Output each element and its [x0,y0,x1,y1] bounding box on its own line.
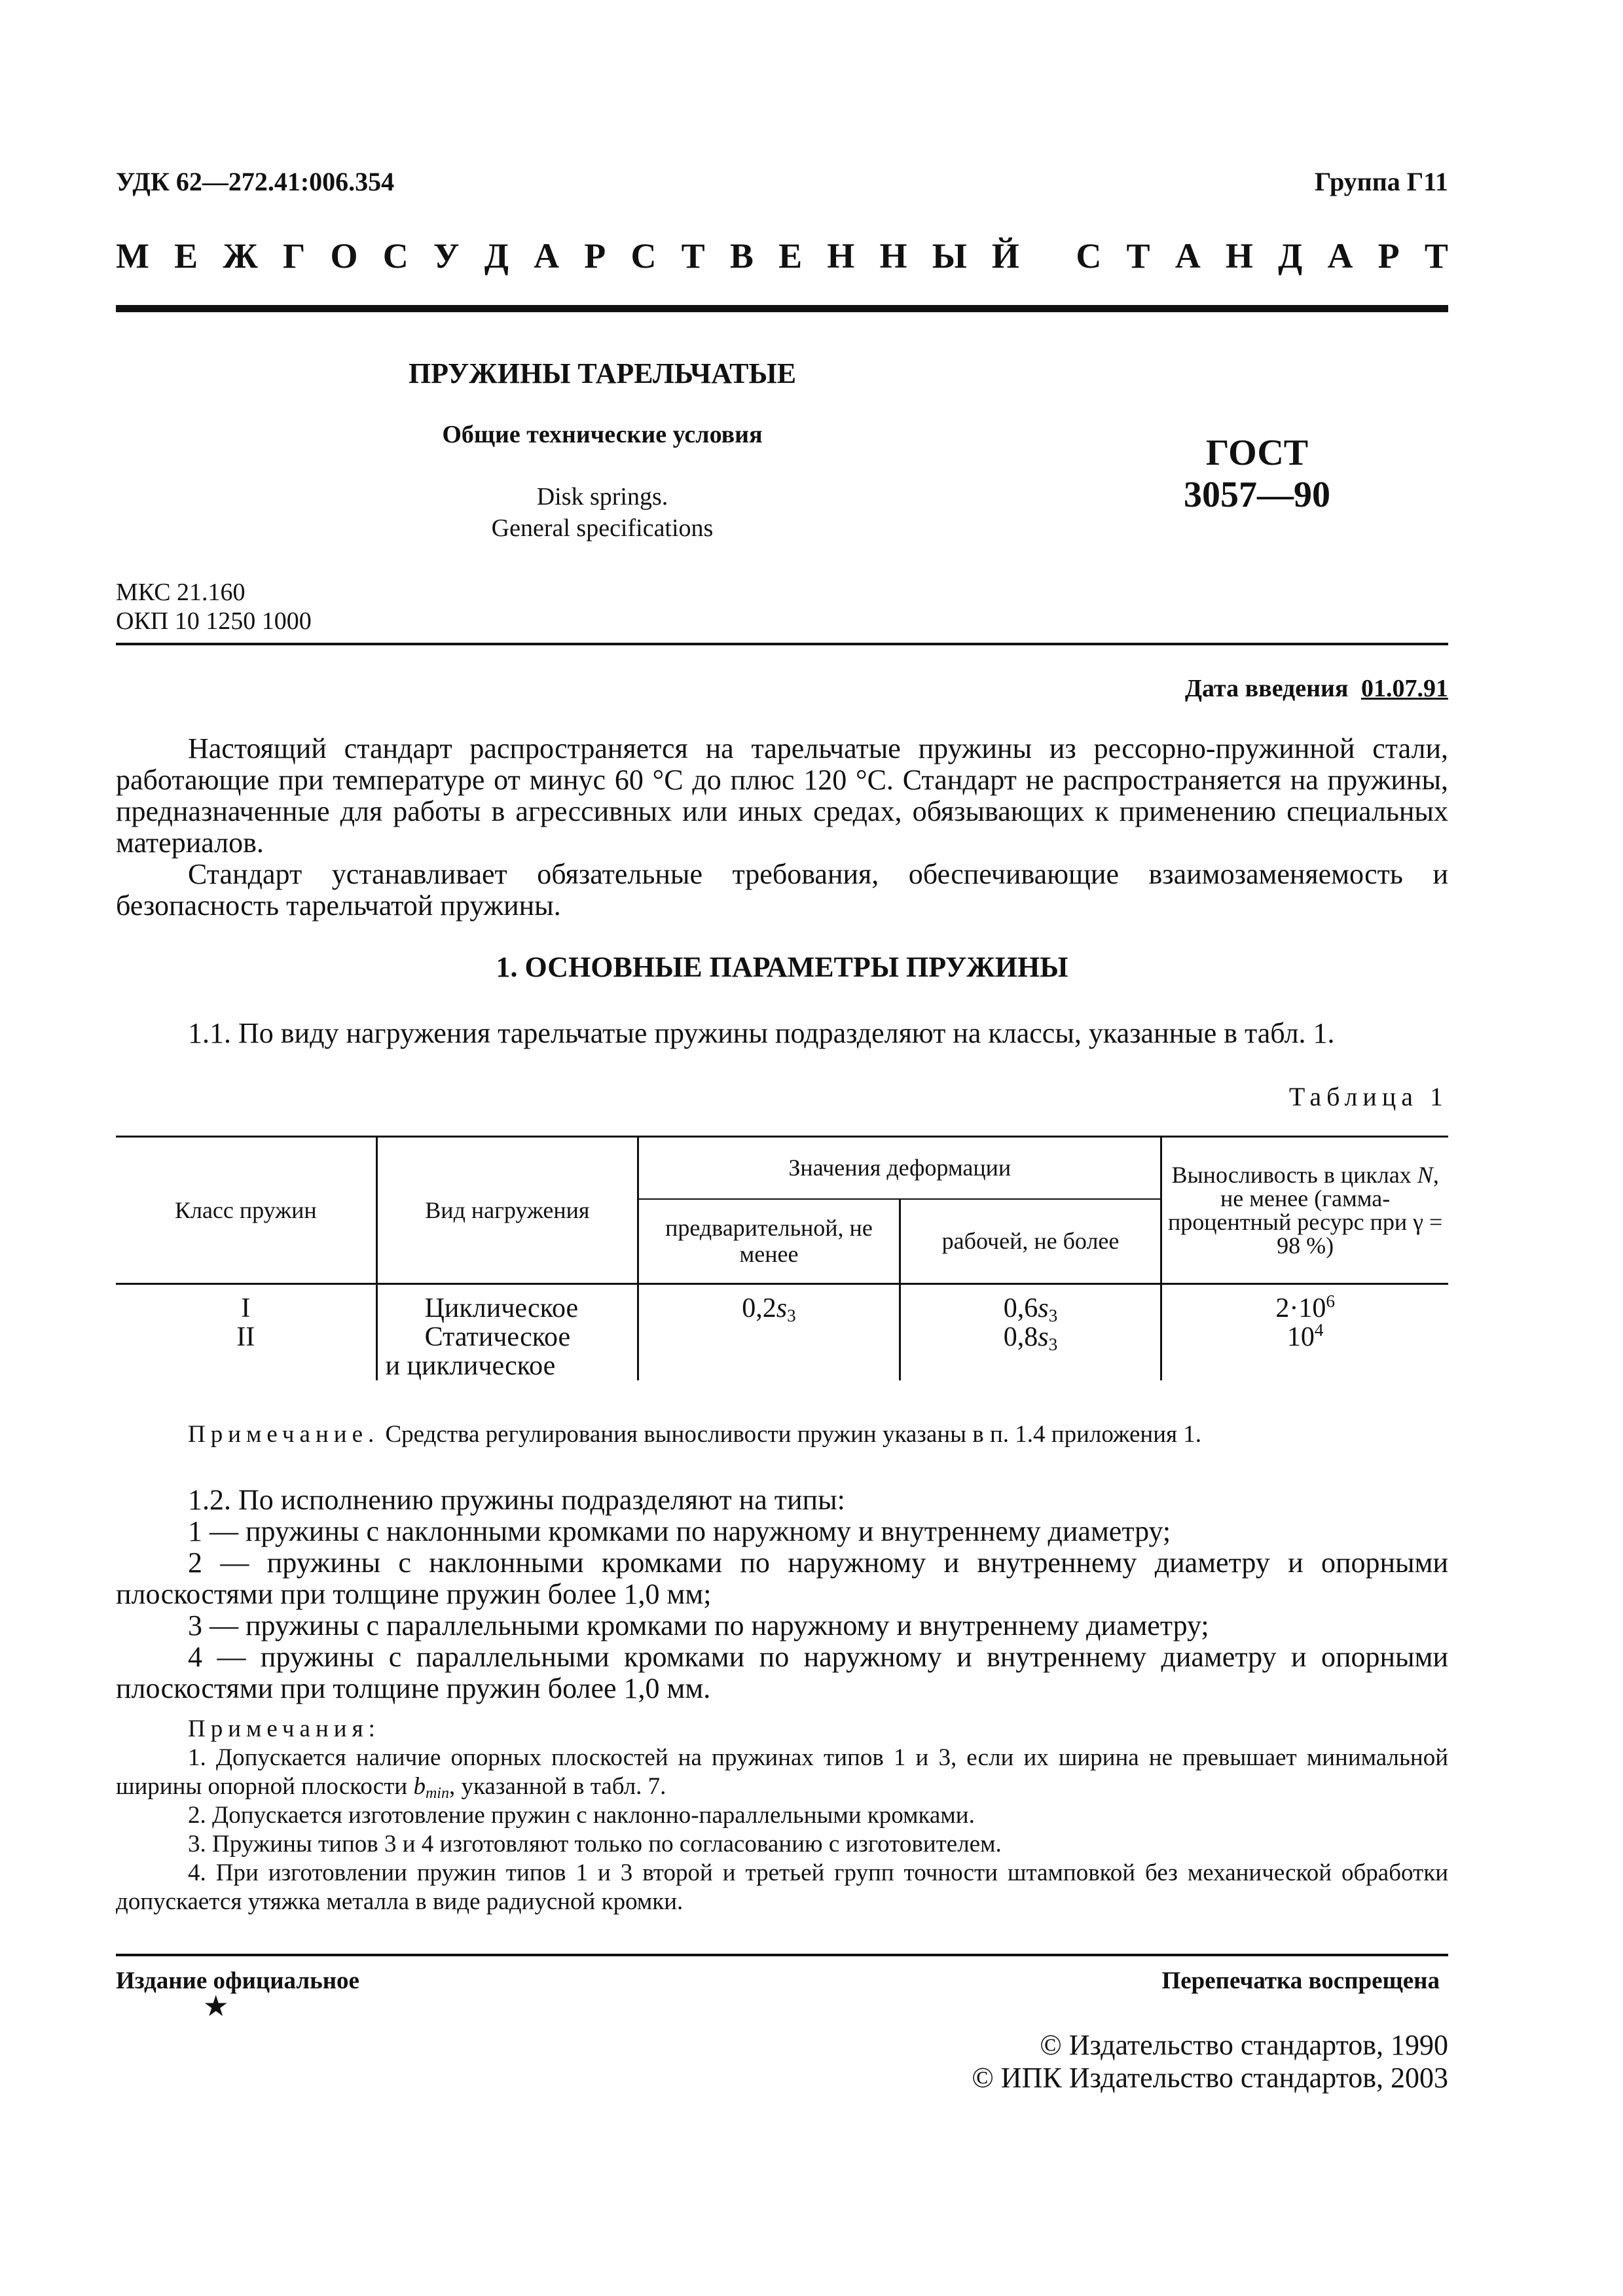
star-icon: ★ [203,1990,229,2022]
col-header-endurance-text-b: , не менее (гамма-процентный ресурс при γ = 98 %) [1167,1162,1443,1259]
banner-letter: Е [778,236,803,276]
note-2-3: 3. Пружины типов 3 и 4 изготовляют только по согласованию с изготовителем. [188,1831,1002,1857]
type-2: 2 — пружины с наклонными кромками по наружному и внутреннему диаметру и опорными плоскостями при толщине пружин более 1,0 мм; [116,1547,1448,1610]
table-cell-endurance [1161,1284,1448,1381]
banner-letter: У [433,236,460,276]
note-text: Средства регулирования выносливости пружин указаны в п. 1.4 приложения 1. [379,1421,1202,1448]
banner-letter: Е [174,236,198,276]
banner-letter: Т [1424,236,1448,276]
banner-letter: М [116,236,149,276]
gost-code: 3057—90 [1184,475,1330,515]
banner-letter: А [1175,236,1201,276]
row-2-work-sub: 3 [1048,1334,1058,1354]
banner-letter: Ж [223,236,258,276]
copyright-2003: © ИПК Издательство стандартов, 2003 [972,2062,1448,2094]
banner-letter: С [382,236,409,276]
gost-number [1152,432,1362,516]
doc-subtitle: Общие технические условия [442,421,763,448]
note-2-1-sub: min [425,1785,450,1802]
type-4: 4 — пружины с параллельными кромками по наружному и внутреннему диаметру и опорными плоскостями при толщине пружин более 1,0 мм. [116,1641,1448,1704]
note-2-4: 4. При изготовлении пружин типов 1 и 3 второй и третьей групп точности штамповкой без механической обработки допускается утяжка металла в виде радиусной кромки. [116,1859,1448,1915]
note-2-1-text-a: 1. Допускается наличие опорных плоскостей на пружинах типов 1 и 3, если их ширина не превышает минимальной ширины опорной плоскости [116,1744,1448,1800]
udk-code: УДК 62—272.41:006.354 [116,167,395,196]
banner-letter: Н [827,236,855,276]
banner-letter: Г [282,236,306,276]
title-rule [116,643,1448,645]
gost-label: ГОСТ [1205,433,1309,473]
banner-letter: Т [681,236,705,276]
banner-letter: Р [584,236,606,276]
col-header-working: рабочей, не более [900,1199,1161,1284]
row-1-end-sup: 6 [1326,1291,1335,1311]
banner-letter: А [534,236,560,276]
col-header-preliminary: предварительной, не менее [638,1199,900,1284]
clause-1-2-head: 1.2. По исполнению пружины подразделяют на типы: [188,1484,845,1516]
edition-label: Издание официальное [116,1967,359,1994]
row-2-work-var: s [1038,1322,1049,1352]
clause-1-2-notes [116,1715,1448,1916]
row-2-load: Статическое [424,1322,571,1352]
banner-letter: Д [484,236,509,276]
banner-letter: Д [1278,236,1303,276]
table-cell-class [116,1284,376,1381]
table-1 [116,1136,1448,1380]
col-header-load: Вид нагружения [376,1137,638,1284]
banner-letter: В [729,236,754,276]
type-1: 1 — пружины с наклонными кромками по наружному и внутреннему диаметру; [188,1515,1171,1547]
banner-letter: Р [1377,236,1400,276]
english-title-line-2: General specifications [491,514,714,542]
table-1-caption: Таблица 1 [1288,1082,1448,1111]
table-cell-working [900,1284,1161,1381]
intro-paragraph-2: Стандарт устанавливает обязательные требования, обеспечивающие взаимозаменяемость и безопасность тарельчатой пружины. [116,858,1448,922]
introduction-date-value: 01.07.91 [1361,675,1448,702]
row-1-preliminary [644,1294,894,1323]
doc-title: ПРУЖИНЫ ТАРЕЛЬЧАТЫЕ [408,357,797,389]
row-1-pre-var: s [776,1293,788,1323]
row-1-class: I [241,1293,251,1323]
clause-1-1-text: 1.1. По виду нагружения тарельчатые пружины подразделяют на классы, указанные в табл. 1. [188,1017,1335,1049]
banner-letter: А [1327,236,1353,276]
clause-1-2 [116,1484,1448,1704]
notes-label: Примечания: [188,1715,380,1742]
standard-banner [116,236,1448,276]
header-rule [116,305,1448,312]
row-2-work-base: 0,8 [1003,1322,1038,1352]
intro-text [116,733,1448,922]
introduction-date-label: Дата введения [1184,675,1349,702]
note-2-1 [116,1744,1448,1801]
table-cell-load [376,1284,638,1381]
banner-letter: О [330,236,358,276]
note-2-1-text-b: , указанной в табл. 7. [449,1773,666,1800]
banner-letter: Н [879,236,907,276]
okp-code: ОКП 10 1250 1000 [116,607,312,635]
type-3: 3 — пружины с параллельными кромками по наружному и внутреннему диаметру; [188,1609,1209,1641]
row-1-work-var: s [1038,1293,1049,1323]
intro-paragraph-1: Настоящий стандарт распространяется на тарельчатые пружины из рессорно-пружинной стали, работающие при температуре от минус 60 °С до плюс 120 °С. Стандарт не распространяется на пружины, предназначенные для работы в агрессивных или иных средах, обязывающих к применению специальных материалов. [116,732,1448,859]
col-header-endurance-n: N [1417,1162,1433,1188]
banner-letter: Н [1225,236,1253,276]
english-title [340,481,864,544]
col-header-endurance [1161,1137,1448,1284]
col-header-deformation: Значения деформации [638,1137,1161,1199]
row-2-endurance [1167,1320,1443,1352]
row-2-end-base: 10 [1286,1322,1315,1352]
banner-letter [1044,236,1051,276]
col-header-class: Класс пружин [116,1137,376,1284]
row-2-class: II [236,1322,255,1352]
row-1-end-base: 2·10 [1275,1293,1326,1323]
row-1-work-base: 0,6 [1003,1293,1038,1323]
col-header-endurance-text-a: Выносливость в циклах [1171,1162,1417,1188]
table-cell-preliminary [638,1284,900,1381]
note-2-1-var: b [413,1773,426,1800]
copyright-block [972,2029,1448,2094]
row-1-pre-sub: 3 [787,1305,796,1325]
row-1-working [906,1294,1156,1323]
row-1-work-sub: 3 [1048,1305,1058,1325]
note-2-2: 2. Допускается изготовление пружин с наклонно-параллельными кромками. [188,1802,975,1829]
banner-letter: С [630,236,657,276]
banner-letter: Ы [932,236,967,276]
classification-codes [116,578,312,636]
row-1-load: Циклическое [424,1293,579,1323]
copyright-1990: © Издательство стандартов, 1990 [1040,2029,1448,2061]
row-1-pre-base: 0,2 [742,1293,776,1323]
footer-rule [116,1954,1448,1956]
group-code: Группа Г11 [1315,167,1448,196]
english-title-line-1: Disk springs. [536,483,668,511]
row-2-load-continuation: и циклическое [385,1351,556,1381]
row-2-working [906,1323,1156,1352]
table-1-note [116,1420,1448,1449]
mks-code: МКС 21.160 [116,579,246,606]
banner-letter: Й [991,236,1019,276]
row-1-endurance [1167,1291,1443,1323]
clause-1-1 [116,1018,1448,1049]
reprint-notice: Перепечатка воспрещена [1161,1967,1440,1994]
introduction-date [1185,674,1448,703]
banner-letter: С [1076,236,1102,276]
section-1-title: 1. ОСНОВНЫЕ ПАРАМЕТРЫ ПРУЖИНЫ [496,951,1068,983]
row-2-end-sup: 4 [1314,1320,1324,1340]
note-label: Примечание. [188,1421,380,1448]
banner-letter: Т [1126,236,1150,276]
